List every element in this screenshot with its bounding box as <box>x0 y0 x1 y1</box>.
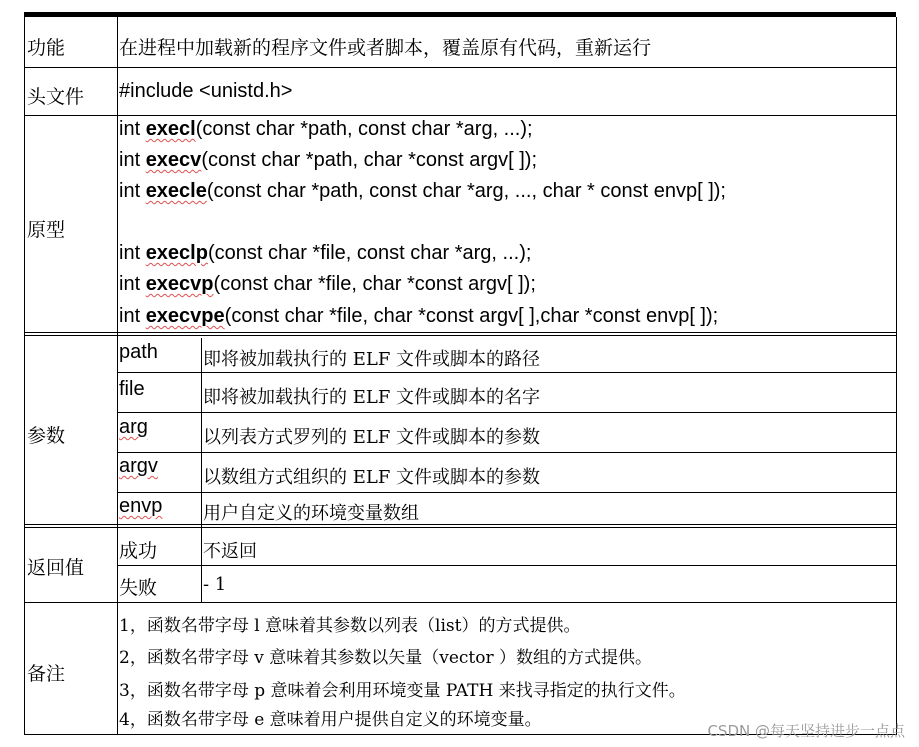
note-line-1: 1，函数名带字母 l 意味着其参数以列表（list）的方式提供。 <box>119 616 581 636</box>
param-name-file: file <box>119 378 145 400</box>
function-label: 功能 <box>27 37 66 59</box>
return-success-desc: 不返回 <box>203 541 257 562</box>
return-failure-label: 失败 <box>119 577 158 599</box>
header-label: 头文件 <box>27 86 85 108</box>
params-label: 参数 <box>27 425 66 447</box>
row-divider-5 <box>24 602 896 603</box>
param-name-path: path <box>119 341 158 363</box>
return-failure-desc: - 1 <box>203 574 227 595</box>
function-name-execvp: execvp <box>145 273 214 295</box>
table-left-border <box>24 17 25 735</box>
param-desc-file: 即将被加载执行的 ELF 文件或脚本的名字 <box>203 387 541 408</box>
prototype-label: 原型 <box>27 219 66 241</box>
param-divider-2 <box>117 412 896 413</box>
return-label: 返回值 <box>27 557 85 579</box>
csdn-watermark: CSDN @每天坚持进步一点点 <box>707 722 905 740</box>
function-name-execvpe: execvpe <box>145 305 225 327</box>
param-desc-arg: 以列表方式罗列的 ELF 文件或脚本的参数 <box>203 427 541 448</box>
prototype-line-execv: int execv(const char *path, char *const argv[ ]); <box>119 149 538 171</box>
prototype-line-execvp: int execvp(const char *file, char *const argv[ ]); <box>119 273 536 295</box>
param-divider-3 <box>117 452 896 453</box>
param-divider-4 <box>117 492 896 493</box>
notes-label: 备注 <box>27 663 66 685</box>
param-name-arg: arg <box>119 416 148 438</box>
note-line-4: 4，函数名带字母 e 意味着用户提供自定义的环境变量。 <box>119 710 542 730</box>
row-divider-3 <box>24 332 896 336</box>
function-name-execle: execle <box>145 180 207 202</box>
prototype-line-execvpe: int execvpe(const char *file, char *const argv[ ],char *const envp[ ]); <box>119 305 719 327</box>
row-divider-2 <box>24 115 896 116</box>
return-success-label: 成功 <box>119 540 158 562</box>
note-line-3: 3，函数名带字母 p 意味着会利用环境变量 PATH 来找寻指定的执行文件。 <box>119 681 686 701</box>
param-desc-envp: 用户自定义的环境变量数组 <box>203 503 419 524</box>
table-right-border <box>896 17 897 735</box>
prototype-line-execlp: int execlp(const char *file, const char *arg, ...); <box>119 242 532 264</box>
param-desc-argv: 以数组方式组织的 ELF 文件或脚本的参数 <box>203 467 541 488</box>
param-column-divider <box>201 338 202 602</box>
row-divider-4 <box>24 524 896 528</box>
function-name-execv: execv <box>145 149 202 171</box>
param-name-envp: envp <box>119 495 163 517</box>
function-description: 在进程中加载新的程序文件或者脚本，覆盖原有代码，重新运行 <box>119 37 652 59</box>
header-include: #include <unistd.h> <box>119 80 293 102</box>
param-name-argv: argv <box>119 455 158 477</box>
function-name-execl: execl <box>145 118 196 140</box>
return-divider <box>117 565 896 566</box>
prototype-line-execl: int execl(const char *path, const char *arg, ...); <box>119 118 533 140</box>
param-desc-path: 即将被加载执行的 ELF 文件或脚本的路径 <box>203 349 541 370</box>
table-top-border <box>24 12 896 17</box>
label-column-divider <box>117 17 118 735</box>
prototype-line-execle: int execle(const char *path, const char *arg, ..., char * const envp[ ]); <box>119 180 726 202</box>
note-line-2: 2，函数名带字母 v 意味着其参数以矢量（vector ）数组的方式提供。 <box>119 648 653 668</box>
row-divider-1 <box>24 67 896 68</box>
param-divider-1 <box>117 372 896 373</box>
function-name-execlp: execlp <box>145 242 208 264</box>
